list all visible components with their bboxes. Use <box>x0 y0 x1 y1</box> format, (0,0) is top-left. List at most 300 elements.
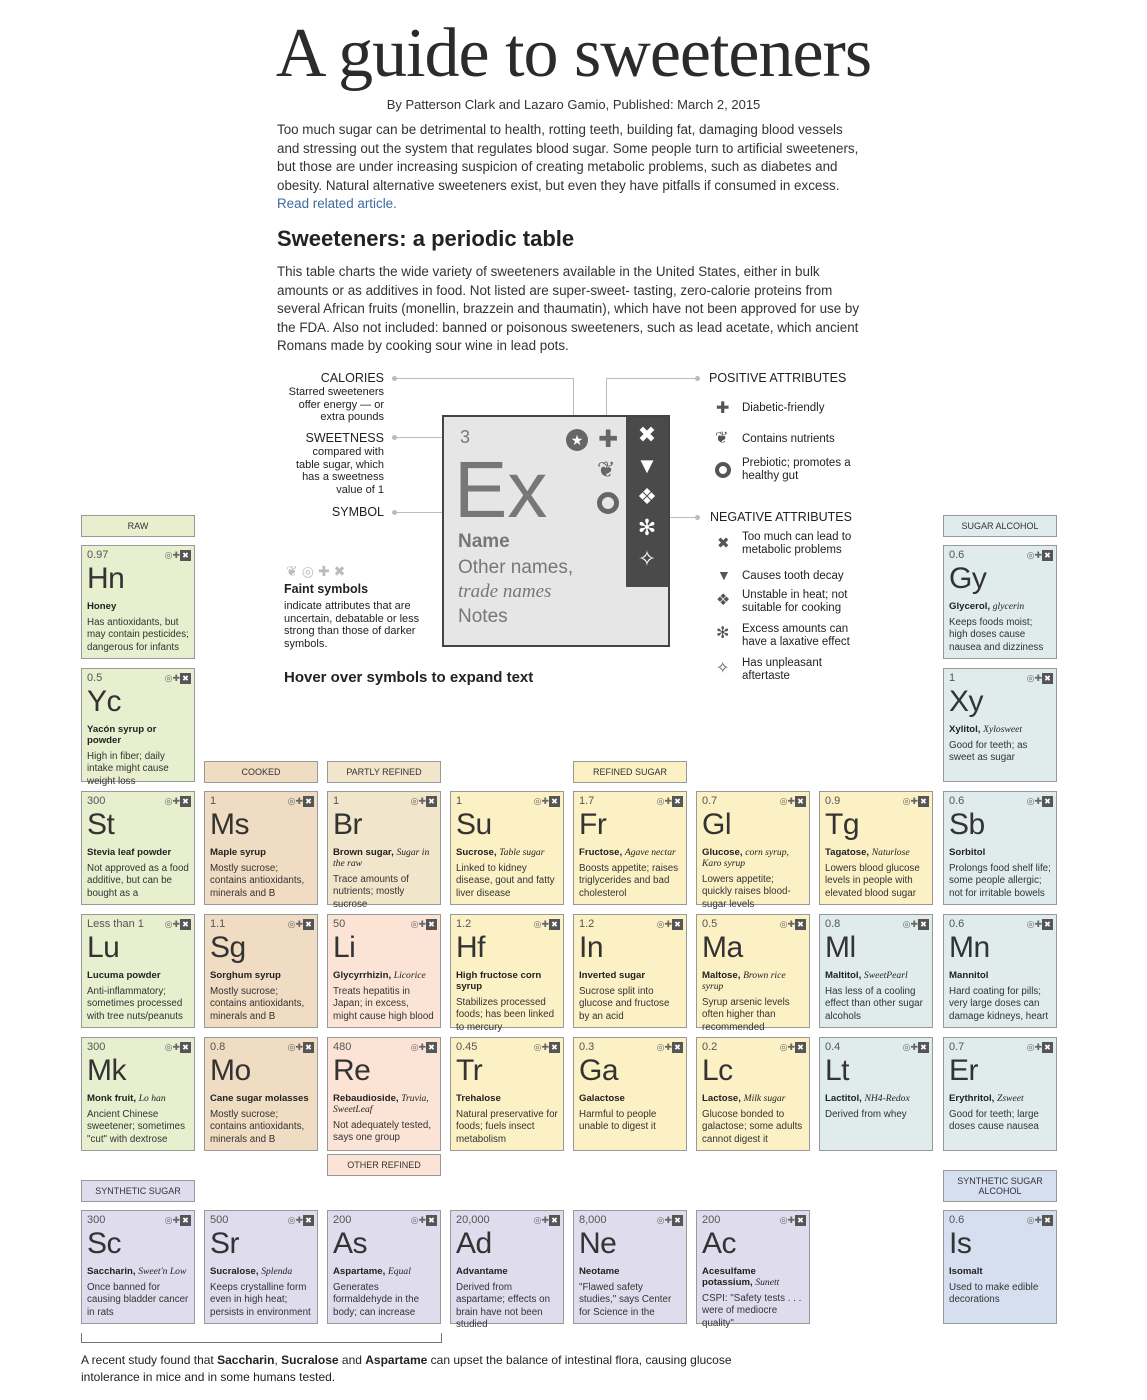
attribute-icon[interactable]: ✖ <box>303 919 314 930</box>
tile-name <box>579 970 681 981</box>
attribute-icon[interactable]: ◎✚ <box>1026 550 1042 560</box>
tile-name <box>333 1266 435 1277</box>
attribute-icon[interactable]: ✖ <box>1042 1215 1053 1226</box>
attribute-icon[interactable]: ✖ <box>180 1042 191 1053</box>
attribute-icon[interactable]: ✖ <box>1042 796 1053 807</box>
tile-glycerol[interactable] <box>943 545 1057 659</box>
tile-notes: Keeps crystalline form even in high heat; persists in environment <box>210 1282 311 1318</box>
attribute-icon[interactable]: ✖ <box>795 1215 806 1226</box>
diabetic-friendly-icon: ✚ <box>598 426 619 453</box>
attribute-icon[interactable]: ◎✚ <box>779 1215 795 1225</box>
tile-name-main: Tagatose, <box>825 847 870 858</box>
tile-trehalose[interactable] <box>450 1037 564 1151</box>
tile-name-alt: Milk sugar <box>743 1093 786 1104</box>
attribute-icon[interactable]: ◎✚ <box>410 1215 426 1225</box>
prebiotic-icon <box>715 462 731 478</box>
tile-name <box>456 970 558 992</box>
attribute-icon[interactable]: ✖ <box>1042 550 1053 561</box>
tile-advantame[interactable] <box>450 1210 564 1331</box>
tile-name-main: Lucuma powder <box>87 970 161 981</box>
tile-symbol: St <box>87 808 115 841</box>
tile-notes: Sucrose split into glucose and fructose by an acid <box>579 986 670 1022</box>
tile-name-main: Sucralose, <box>210 1266 259 1277</box>
tile-attribute-icons <box>534 1042 560 1053</box>
negative-item: Too much can lead to metabolic problems <box>742 531 852 556</box>
footnote-aspartame: Aspartame <box>365 1353 428 1367</box>
tile-sweetness: 1 <box>210 795 217 807</box>
attribute-icon[interactable]: ◎✚ <box>1026 796 1042 806</box>
positive-attributes-label: POSITIVE ATTRIBUTES <box>709 371 847 385</box>
attribute-icon[interactable]: ✖ <box>549 1215 560 1226</box>
tile-name-alt: Zsweet <box>996 1093 1024 1104</box>
tile-sucrose[interactable] <box>450 791 564 905</box>
attribute-icon[interactable]: ◎✚ <box>779 1042 795 1052</box>
tile-name-main: Acesulfame potassium, <box>702 1266 756 1288</box>
tile-lucuma[interactable] <box>81 914 195 1028</box>
attribute-icon[interactable]: ✖ <box>180 550 191 561</box>
footnote-pre: A recent study found that <box>81 1353 214 1367</box>
attribute-icon[interactable]: ◎✚ <box>287 1042 303 1052</box>
tile-name <box>579 847 681 858</box>
attribute-icon[interactable]: ◎✚ <box>902 796 918 806</box>
group-label-partly-refined: PARTLY REFINED <box>327 761 441 783</box>
tile-name-main: Monk fruit, <box>87 1093 137 1104</box>
aftertaste-star-icon: ✧ <box>637 546 657 571</box>
attribute-icon[interactable]: ✖ <box>180 1215 191 1226</box>
tile-erythritol[interactable] <box>943 1037 1057 1151</box>
tile-name-main: Galactose <box>579 1093 625 1104</box>
laxative-snowflake-icon: ✻ <box>637 515 657 540</box>
attribute-icon[interactable]: ◎✚ <box>164 796 180 806</box>
example-notes: Notes <box>458 606 508 627</box>
heat-unstable-icon: ❖ <box>637 484 657 509</box>
tile-name-main: Glycyrrhizin, <box>333 970 392 981</box>
metabolic-x-icon: ✖ <box>637 422 657 447</box>
attribute-icon[interactable]: ◎✚ <box>164 673 180 683</box>
tile-notes: Has antioxidants, but may contain pesticides; dangerous for infants <box>87 617 189 653</box>
attribute-icon[interactable]: ✖ <box>672 1215 683 1226</box>
tile-sweetness: 1 <box>949 672 956 684</box>
tile-fructose[interactable] <box>573 791 687 905</box>
tile-sweetness: Less than 1 <box>87 918 144 930</box>
tile-symbol: Mo <box>210 1054 251 1087</box>
tile-name-alt: Sweet'n Low <box>138 1266 187 1277</box>
attribute-icon[interactable]: ◎✚ <box>656 1215 672 1225</box>
attribute-icon[interactable]: ✖ <box>426 796 437 807</box>
key-sweetness-desc: compared with table sugar, which has a sweetness value of 1 <box>295 446 384 496</box>
tile-notes: Boosts appetite; raises triglycerides and bad cholesterol <box>579 863 679 899</box>
tile-name-alt: Table sugar <box>499 847 545 858</box>
tile-symbol: Sr <box>210 1227 239 1260</box>
tile-notes: Linked to kidney disease, gout and fatty liver disease <box>456 863 555 899</box>
tile-sorghum[interactable] <box>204 914 318 1028</box>
tile-symbol: Hf <box>456 931 485 964</box>
tile-notes: Hard coating for pills; very large doses can damage kidneys, heart <box>949 986 1049 1022</box>
tile-attribute-icons <box>1027 550 1053 561</box>
example-name: Name <box>458 531 510 552</box>
attribute-icon[interactable]: ✖ <box>918 1042 929 1053</box>
negative-attributes-label: NEGATIVE ATTRIBUTES <box>710 510 852 524</box>
attribute-icon[interactable]: ✖ <box>1042 919 1053 930</box>
tile-symbol: Li <box>333 931 356 964</box>
tile-notes: Generates formaldehyde in the body; can increase <box>333 1282 420 1318</box>
tile-sweetness: 1 <box>456 795 463 807</box>
aftertaste-star-icon: ✧ <box>716 660 730 677</box>
tile-honey[interactable] <box>81 545 195 659</box>
attribute-icon[interactable]: ◎✚ <box>1026 673 1042 683</box>
example-tile <box>442 415 670 647</box>
tile-sorbitol[interactable] <box>943 791 1057 905</box>
tile-notes: Mostly sucrose; contains antioxidants, minerals and B <box>210 986 305 1022</box>
tile-inverted-sugar[interactable] <box>573 914 687 1028</box>
tile-sweetness: 480 <box>333 1041 352 1053</box>
tile-name-main: Trehalose <box>456 1093 501 1104</box>
metabolic-x-icon: ✖ <box>717 535 730 552</box>
attribute-icon[interactable]: ✖ <box>549 1042 560 1053</box>
attribute-icon[interactable]: ✖ <box>672 1042 683 1053</box>
attribute-icon[interactable]: ✖ <box>549 796 560 807</box>
tile-name-main: Glucose, <box>702 847 743 858</box>
tile-notes: Not approved as a food additive, but can be bought as a <box>87 863 189 899</box>
tile-brown-sugar[interactable] <box>327 791 441 910</box>
tile-name-alt: Brown rice syrup <box>702 970 786 992</box>
tile-sucralose[interactable] <box>204 1210 318 1324</box>
attribute-icon[interactable]: ◎✚ <box>164 919 180 929</box>
attribute-icon[interactable]: ✖ <box>180 919 191 930</box>
tile-neotame[interactable] <box>573 1210 687 1324</box>
tile-attribute-icons <box>411 796 437 807</box>
section-title: Sweeteners: a periodic table <box>277 226 575 251</box>
attribute-icon[interactable]: ✖ <box>180 673 191 684</box>
tooth-decay-triangle-icon: ▼ <box>717 567 731 583</box>
tile-attribute-icons <box>165 1215 191 1226</box>
tile-notes: Used to make edible decorations <box>949 1282 1039 1306</box>
tile-sweetness: 0.5 <box>702 918 718 930</box>
tile-name-main: Isomalt <box>949 1266 983 1277</box>
tile-saccharin[interactable] <box>81 1210 195 1324</box>
tile-maltose[interactable] <box>696 914 810 1033</box>
example-trade-names: trade names <box>458 581 552 602</box>
attribute-icon[interactable]: ◎✚ <box>410 796 426 806</box>
attribute-icon[interactable]: ◎✚ <box>1026 1042 1042 1052</box>
tile-symbol: Sg <box>210 931 246 964</box>
tile-name <box>456 1266 558 1277</box>
attribute-icon[interactable]: ✖ <box>303 1215 314 1226</box>
tile-notes: Keeps foods moist; high doses cause nausea and dizziness <box>949 617 1044 653</box>
tile-maltitol[interactable] <box>819 914 933 1028</box>
tile-sweetness: 1.7 <box>579 795 595 807</box>
tile-symbol: Lc <box>702 1054 733 1087</box>
attribute-icon[interactable]: ◎✚ <box>164 1215 180 1225</box>
tile-notes: Ancient Chinese sweetener; sometimes "cut" with dextrose <box>87 1109 186 1145</box>
intro-text: Too much sugar can be detrimental to health, rotting teeth, building fat, damaging blood vessels and stressing out the system that regulates blood sugar. Some people turn to artificial sweeteners, but those are under increasing suspicion of creating metabolic problems, such as diabetes and obesity. Natural alternative sweeteners exist, but even they have pitfalls if consumed in excess. <box>277 122 859 193</box>
tile-rebaudioside[interactable] <box>327 1037 441 1151</box>
tile-name-alt: Truvia, SweetLeaf <box>333 1093 429 1115</box>
attribute-icon[interactable]: ✖ <box>180 796 191 807</box>
attribute-icon[interactable]: ◎✚ <box>902 1042 918 1052</box>
tile-name-main: Yacón syrup or powder <box>87 724 157 746</box>
tile-symbol: Re <box>333 1054 371 1087</box>
attribute-icon[interactable]: ✖ <box>549 919 560 930</box>
tile-name <box>210 1093 312 1104</box>
tile-notes: Derived from whey <box>825 1109 907 1120</box>
tile-stevia[interactable] <box>81 791 195 905</box>
tile-name <box>210 970 312 981</box>
tile-isomalt[interactable] <box>943 1210 1057 1324</box>
tile-mannitol[interactable] <box>943 914 1057 1028</box>
tile-notes: Mostly sucrose; contains antioxidants, minerals and B <box>210 1109 305 1145</box>
tile-attribute-icons <box>1027 919 1053 930</box>
tile-molasses[interactable] <box>204 1037 318 1151</box>
tile-aspartame[interactable] <box>327 1210 441 1324</box>
tile-name-main: Sorbitol <box>949 847 986 858</box>
tile-name <box>949 724 1051 735</box>
tile-sweetness: 20,000 <box>456 1214 490 1226</box>
tile-attribute-icons <box>1027 796 1053 807</box>
tile-attribute-icons <box>903 1042 929 1053</box>
tile-name <box>825 847 927 858</box>
tile-sweetness: 0.8 <box>825 918 841 930</box>
attribute-icon[interactable]: ◎✚ <box>533 796 549 806</box>
attribute-icon[interactable]: ◎✚ <box>779 796 795 806</box>
tile-symbol: Gy <box>949 562 987 595</box>
nutrients-apple-icon: ❦ <box>715 430 729 447</box>
tile-notes: Once banned for causing bladder cancer in rats <box>87 1282 189 1318</box>
tile-name-main: Cane sugar molasses <box>210 1093 309 1104</box>
tile-glycyrrhizin[interactable] <box>327 914 441 1028</box>
tile-sweetness: 0.5 <box>87 672 103 684</box>
attribute-icon[interactable]: ◎✚ <box>779 919 795 929</box>
tile-symbol: Tr <box>456 1054 483 1087</box>
footnote-post: can upset the balance of intestinal flora, causing glucose intolerance in mice and in some humans tested. <box>81 1353 732 1384</box>
tile-sweetness: 200 <box>702 1214 721 1226</box>
attribute-icon[interactable]: ✖ <box>672 796 683 807</box>
tile-name-alt: glycerin <box>992 601 1025 612</box>
key-calories-desc: Starred sweeteners offer energy — or extra pounds <box>288 386 384 423</box>
tile-acesulfame[interactable] <box>696 1210 810 1329</box>
tile-name <box>579 1266 681 1277</box>
tile-yacon[interactable] <box>81 668 195 787</box>
tile-name-main: Mannitol <box>949 970 989 981</box>
tile-name-main: Lactitol, <box>825 1093 862 1104</box>
hover-instruction: Hover over symbols to expand text <box>284 669 534 686</box>
tile-name <box>87 847 189 858</box>
tile-name <box>825 970 927 981</box>
faint-symbols-title: Faint symbols <box>284 582 369 596</box>
example-sweetness: 3 <box>460 427 471 447</box>
tile-name-alt: Xylosweet <box>983 724 1023 735</box>
calories-star-icon: ★ <box>566 429 588 451</box>
tile-sweetness: 300 <box>87 1041 106 1053</box>
footnote <box>81 1352 781 1385</box>
tile-attribute-icons <box>165 1042 191 1053</box>
tile-attribute-icons <box>657 796 683 807</box>
attribute-icon[interactable]: ✖ <box>795 919 806 930</box>
page-title: A guide to sweeteners <box>275 15 872 92</box>
attribute-icon[interactable]: ✖ <box>672 919 683 930</box>
tile-symbol: Ac <box>702 1227 737 1260</box>
tile-symbol: In <box>579 931 604 964</box>
tile-monk-fruit[interactable] <box>81 1037 195 1151</box>
tile-name-alt: Agave nectar <box>624 847 676 858</box>
tile-attribute-icons <box>411 1042 437 1053</box>
tile-notes: CSPI: "Safety tests . . . were of mediocre quality" <box>702 1293 802 1329</box>
related-article-link[interactable]: Read related article. <box>277 196 397 212</box>
attribute-icon[interactable]: ◎✚ <box>1026 1215 1042 1225</box>
tile-symbol: Hn <box>87 562 125 595</box>
tile-symbol: Tg <box>825 808 860 841</box>
tile-name-main: Stevia leaf powder <box>87 847 172 858</box>
tile-name <box>210 1266 312 1277</box>
faint-symbols-icons: ❦◎✚✖ <box>286 563 350 579</box>
tile-name-alt: Naturlose <box>871 847 910 858</box>
tile-sweetness: 0.45 <box>456 1041 478 1053</box>
tile-name <box>333 970 435 981</box>
tile-name <box>333 1093 435 1115</box>
attribute-icon[interactable]: ✖ <box>795 1042 806 1053</box>
footnote-comma: , <box>274 1353 278 1367</box>
tile-sweetness: 0.3 <box>579 1041 595 1053</box>
attribute-icon[interactable]: ◎✚ <box>287 796 303 806</box>
attribute-icon[interactable]: ◎✚ <box>164 1042 180 1052</box>
tile-name <box>702 970 804 992</box>
tile-name <box>825 1093 927 1104</box>
attribute-icon[interactable]: ◎✚ <box>287 1215 303 1225</box>
attribute-icon[interactable]: ✖ <box>918 796 929 807</box>
attribute-icon[interactable]: ◎✚ <box>1026 919 1042 929</box>
tile-sweetness: 0.8 <box>210 1041 226 1053</box>
tile-symbol: Sb <box>949 808 985 841</box>
negative-item: Unstable in heat; not suitable for cooking <box>742 589 848 614</box>
attribute-icon[interactable]: ◎✚ <box>656 1042 672 1052</box>
tile-sweetness: 300 <box>87 795 106 807</box>
tile-attribute-icons <box>288 1042 314 1053</box>
tile-symbol: Lt <box>825 1054 850 1087</box>
tile-attribute-icons <box>411 1215 437 1226</box>
tile-name-main: Sucrose, <box>456 847 497 858</box>
tile-galactose[interactable] <box>573 1037 687 1151</box>
key-calories-label: CALORIES <box>320 371 384 385</box>
group-label-synthetic-sugar: SYNTHETIC SUGAR <box>81 1180 195 1202</box>
attribute-icon[interactable]: ◎✚ <box>902 919 918 929</box>
tile-maple-syrup[interactable] <box>204 791 318 905</box>
tile-name <box>949 601 1051 612</box>
tile-symbol: Ga <box>579 1054 619 1087</box>
attribute-icon[interactable]: ✖ <box>1042 673 1053 684</box>
tile-sweetness: 0.2 <box>702 1041 718 1053</box>
tile-sweetness: 1.1 <box>210 918 226 930</box>
tile-sweetness: 1.2 <box>579 918 595 930</box>
tile-symbol: Lu <box>87 931 120 964</box>
tile-symbol: Is <box>949 1227 972 1260</box>
tile-name-main: Sorghum syrup <box>210 970 281 981</box>
tile-symbol: Gl <box>702 808 731 841</box>
tile-lactose[interactable] <box>696 1037 810 1151</box>
tile-glucose[interactable] <box>696 791 810 910</box>
footnote-sucralose: Sucralose <box>281 1353 339 1367</box>
tile-attribute-icons <box>534 919 560 930</box>
tile-name <box>702 1093 804 1104</box>
tile-sweetness: 0.6 <box>949 795 965 807</box>
attribute-icon[interactable]: ◎✚ <box>287 919 303 929</box>
tile-symbol: As <box>333 1227 368 1260</box>
attribute-icon[interactable]: ✖ <box>303 796 314 807</box>
tile-notes: Trace amounts of nutrients; mostly sucrose <box>333 874 409 910</box>
tile-attribute-icons <box>657 919 683 930</box>
tile-attribute-icons <box>165 550 191 561</box>
tile-name <box>456 1093 558 1104</box>
footnote-saccharin: Saccharin <box>217 1353 275 1367</box>
tooth-decay-triangle-icon: ▼ <box>636 453 658 478</box>
tile-notes: Treats hepatitis in Japan; in excess, might cause high blood <box>333 986 434 1022</box>
attribute-icon[interactable]: ◎✚ <box>533 1042 549 1052</box>
negative-item: Has unpleasant aftertaste <box>742 657 822 682</box>
attribute-icon[interactable]: ✖ <box>426 1042 437 1053</box>
attribute-icon[interactable]: ◎✚ <box>533 1215 549 1225</box>
tile-notes: Anti-inflammatory; sometimes processed with tree nuts/peanuts <box>87 986 183 1022</box>
tile-xylitol[interactable] <box>943 668 1057 782</box>
tile-notes: High in fiber; daily intake might cause weight loss <box>87 751 169 787</box>
tile-notes: Lowers blood glucose levels in people with elevated blood sugar <box>825 863 920 899</box>
footnote-bracket <box>81 1333 442 1343</box>
tile-notes: Has less of a cooling effect than other sugar alcohols <box>825 986 923 1022</box>
tile-sweetness: 0.97 <box>87 549 109 561</box>
tile-name-main: Lactose, <box>702 1093 741 1104</box>
attribute-icon[interactable]: ✖ <box>426 919 437 930</box>
tile-attribute-icons <box>1027 1215 1053 1226</box>
negative-item: Excess amounts can have a laxative effect <box>742 623 850 648</box>
tile-name-main: Honey <box>87 601 117 612</box>
tile-tagatose[interactable] <box>819 791 933 905</box>
positive-item: Diabetic-friendly <box>742 402 825 414</box>
group-label-sugar-alcohol: SUGAR ALCOHOL <box>943 515 1057 537</box>
intro-paragraph <box>277 121 867 214</box>
tile-name-alt: Splenda <box>261 1266 293 1277</box>
tile-name-main: Saccharin, <box>87 1266 136 1277</box>
attribute-icon[interactable]: ◎✚ <box>656 919 672 929</box>
attribute-icon[interactable]: ✖ <box>426 1215 437 1226</box>
tile-attribute-icons <box>780 1042 806 1053</box>
attribute-icon[interactable]: ✖ <box>795 796 806 807</box>
tile-attribute-icons <box>165 796 191 807</box>
attribute-icon[interactable]: ◎✚ <box>410 1042 426 1052</box>
attribute-icon[interactable]: ◎✚ <box>533 919 549 929</box>
tile-notes: Prolongs food shelf life; some people allergic; not for irritable bowels <box>949 863 1051 899</box>
tile-name-alt: NH4-Redox <box>864 1093 910 1104</box>
tile-lactitol[interactable] <box>819 1037 933 1151</box>
tile-symbol: Sc <box>87 1227 122 1260</box>
attribute-icon[interactable]: ◎✚ <box>410 919 426 929</box>
key-symbol-label: SYMBOL <box>331 505 384 519</box>
attribute-icon[interactable]: ◎✚ <box>164 550 180 560</box>
key-sweetness-label: SWEETNESS <box>305 431 384 445</box>
tile-name-alt: Equal <box>387 1266 411 1277</box>
attribute-icon[interactable]: ◎✚ <box>656 796 672 806</box>
tile-attribute-icons <box>1027 673 1053 684</box>
tile-hfcs[interactable] <box>450 914 564 1033</box>
tile-symbol: Yc <box>87 685 122 718</box>
tile-symbol: Xy <box>949 685 984 718</box>
attribute-icon[interactable]: ✖ <box>303 1042 314 1053</box>
tile-name <box>702 847 804 869</box>
tile-name <box>87 724 189 746</box>
tile-name <box>456 847 558 858</box>
tile-name-main: Maple syrup <box>210 847 266 858</box>
attribute-icon[interactable]: ✖ <box>918 919 929 930</box>
tile-sweetness: 0.7 <box>949 1041 965 1053</box>
attribute-icon[interactable]: ✖ <box>1042 1042 1053 1053</box>
tile-name-alt: Sunett <box>755 1277 780 1288</box>
